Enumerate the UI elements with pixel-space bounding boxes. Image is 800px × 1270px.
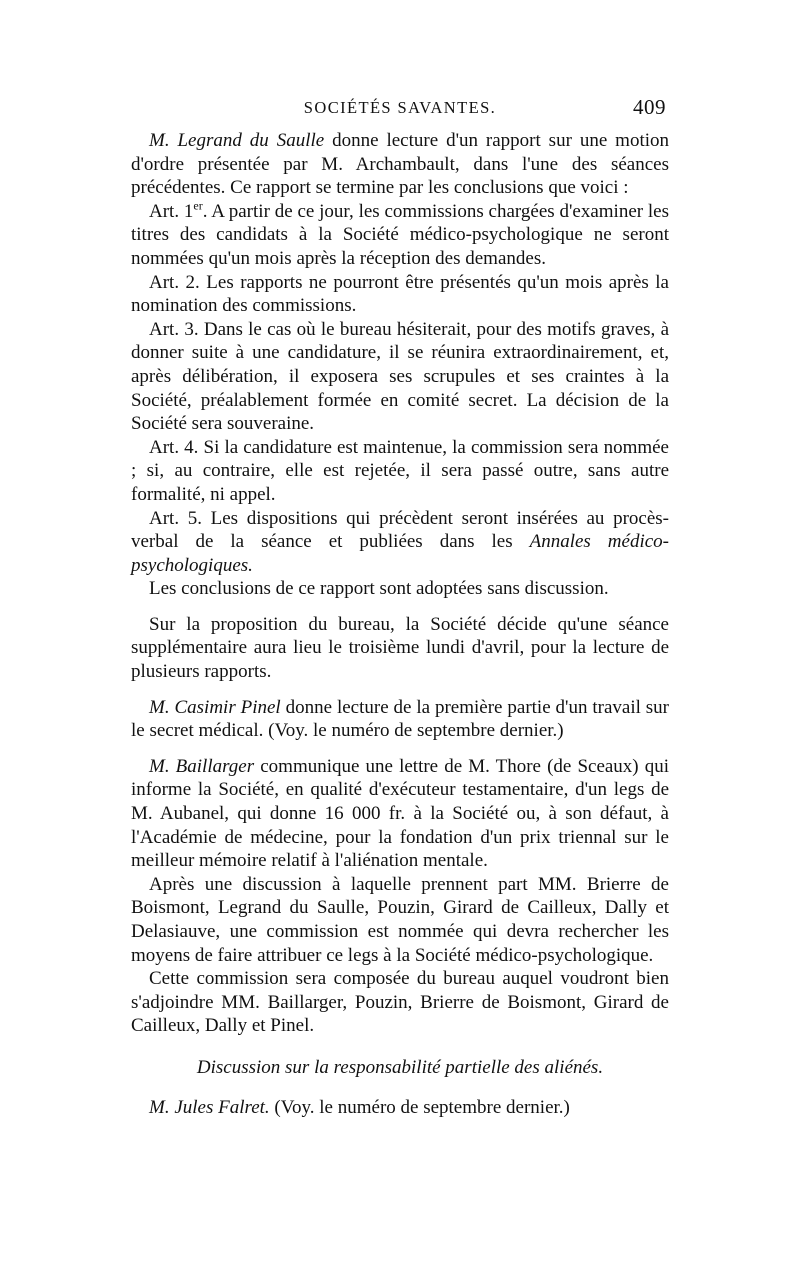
running-title: SOCIÉTÉS SAVANTES. bbox=[303, 98, 497, 117]
paragraph-text: (Voy. le numéro de septembre dernier.) bbox=[274, 1096, 570, 1118]
conclusions-adopted: Les conclusions de ce rapport sont adoptées sans discussion. bbox=[149, 578, 609, 600]
article-1 bbox=[131, 200, 669, 271]
paragraph-baillarger bbox=[131, 755, 669, 873]
section-title: Discussion sur la responsabilité partielle des aliénés. bbox=[196, 1056, 604, 1078]
article-4: Art. 4. Si la candidature est maintenue, la commission sera nommée ; si, au contraire, elle est rejetée, il sera passé outre, sans autre formalité, ni appel. bbox=[131, 436, 669, 505]
article-3: Art. 3. Dans le cas où le bureau hésiterait, pour des motifs graves, à donner suite à une candidature, il se réunira extraordinairement, et, après délibération, il exposera ses scrupules et ses craintes à la Société, préalablement formée en comité secret. La décision de la Société sera souveraine. bbox=[131, 318, 669, 435]
article-5 bbox=[131, 507, 669, 578]
paragraph-text: donne lecture d'un rapport sur une motion d'ordre présentée par M. Archambault, dans l'une des séances précédentes. Ce rapport se termine par les conclusions que voici : bbox=[131, 130, 669, 199]
paragraph-discussion: Après une discussion à laquelle prennent part MM. Brierre de Boismont, Legrand du Saulle, Pouzin, Girard de Cailleux, Dally et Delasiauve, une commission est nommée qui devra rechercher les moyens de faire attribuer ce legs à la Société médico-psychologique. bbox=[131, 873, 669, 966]
superscript: er bbox=[193, 198, 203, 213]
paragraph-pinel bbox=[131, 696, 669, 743]
article-text: Art. 5. Les dispositions qui précèdent seront insérées au procès-verbal de la séance et publiées dans les bbox=[131, 507, 669, 553]
paragraph-commission: Cette commission sera composée du bureau auquel voudront bien s'adjoindre MM. Baillarger, Pouzin, Brierre de Boismont, Girard de Cailleux, Dally et Pinel. bbox=[131, 968, 669, 1037]
speaker-name: M. Baillarger bbox=[149, 755, 255, 777]
paragraph-text: communique une lettre de M. Thore (de Sceaux) qui informe la Société, en qualité d'exécuteur testamentaire, d'un legs de M. Aubanel, qui donne 16 000 fr. à la Société ou, à son défaut, à l'Académie de médecine, pour la fondation d'un prix triennal sur le meilleur mémoire relatif à l'aliénation mentale. bbox=[131, 755, 670, 872]
article-text: . A partir de ce jour, les commissions chargées d'examiner les titres des candidats à la Société médico-psychologique ne seront nommées qu'un mois après la réception des demandes. bbox=[131, 200, 670, 269]
paragraph-text: donne lecture de la première partie d'un travail sur le secret médical. (Voy. le numéro de septembre dernier.) bbox=[131, 696, 670, 742]
speaker-name: M. Legrand du Saulle bbox=[149, 130, 325, 151]
speaker-name: M. Jules Falret. bbox=[149, 1096, 270, 1118]
page-header bbox=[132, 95, 668, 123]
article-2: Art. 2. Les rapports ne pourront être présentés qu'un mois après la nomination des commissions. bbox=[131, 271, 669, 317]
speaker-name: M. Casimir Pinel bbox=[149, 696, 281, 718]
paragraph-falret bbox=[131, 1096, 669, 1120]
journal-title: Annales médico-psychologiques. bbox=[131, 531, 670, 576]
body-text bbox=[131, 129, 669, 1119]
paragraph-proposition: Sur la proposition du bureau, la Société décide qu'une séance supplémentaire aura lieu le troisième lundi d'avril, pour la lecture de plusieurs rapports. bbox=[131, 613, 669, 683]
page-number: 409 bbox=[633, 95, 666, 119]
article-label: Art. 1 bbox=[149, 200, 194, 222]
paragraph-legrand-report bbox=[131, 129, 669, 200]
